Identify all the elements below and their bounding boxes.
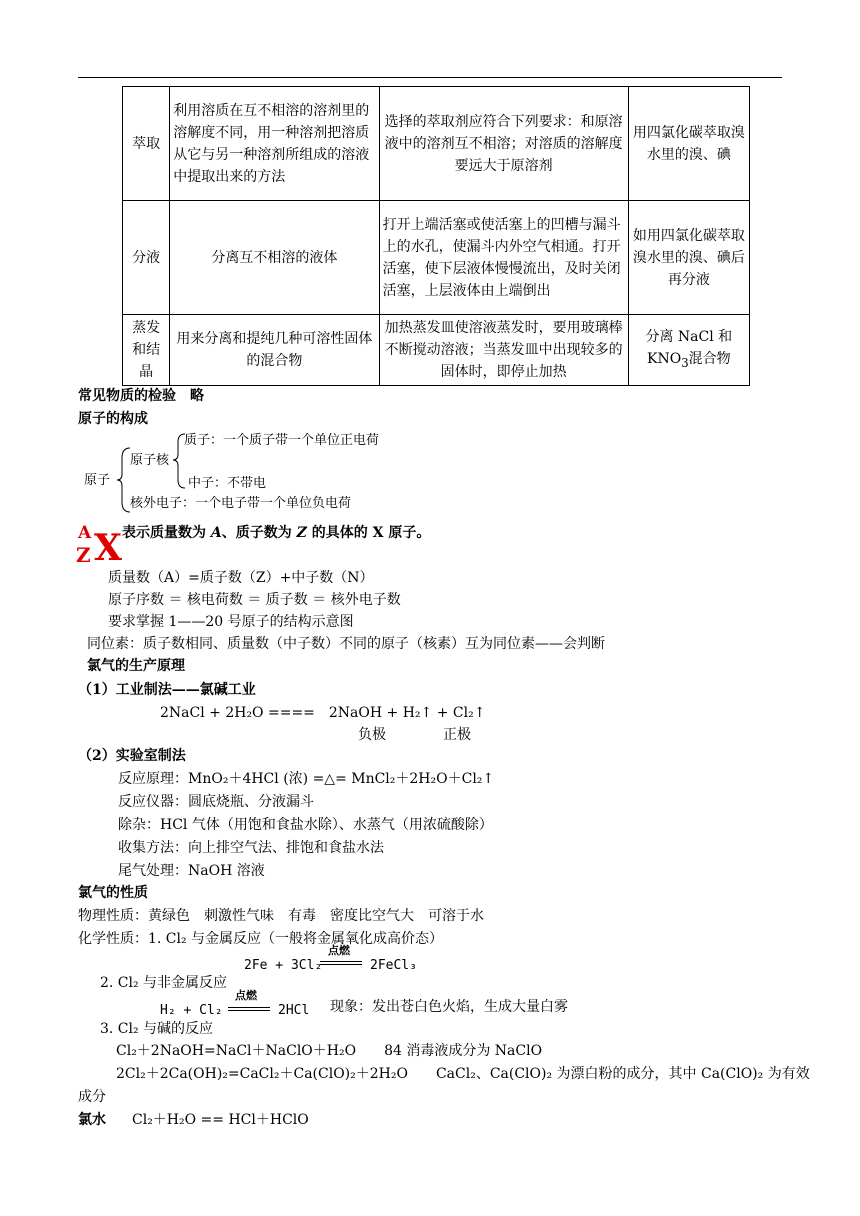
equals-line <box>320 961 362 962</box>
symbol-description: 表示质量数为 A、质子数为 Z 的具体的 X 原子。 <box>122 525 431 541</box>
atomic-number-line: 原子序数 ＝ 核电荷数 ＝ 质子数 ＝ 核外电子数 <box>108 592 401 608</box>
chlorine-properties-heading: 氯气的性质 <box>78 885 148 901</box>
electron-text: 核外电子：一个电子带一个单位负电荷 <box>130 496 352 511</box>
collection-method: 收集方法：向上排空气法、排饱和食盐水法 <box>118 840 384 856</box>
caoh-equation-cont: 成分 <box>78 1089 106 1105</box>
physical-properties: 物理性质：黄绿色 刺激性气味 有毒 密度比空气大 可溶于水 <box>78 908 484 924</box>
negative-electrode: 负极 <box>358 727 386 743</box>
separation-methods-table <box>122 86 750 386</box>
purpose-cell: 利用溶质在互不相溶的溶剂里的溶解度不同，用一种溶剂把溶质从它与另一种溶剂所组成的溶液中提取出来的方法 <box>170 87 379 201</box>
ignite-label: 点燃 <box>328 944 350 957</box>
notes-cell: 选择的萃取剂应符合下列要求：和原溶液中的溶剂互不相溶；对溶质的溶解度要远大于原溶剂 <box>379 87 628 201</box>
mass-number-line: 质量数（A）=质子数（Z）+中子数（N） <box>108 570 374 586</box>
symbol-atomic-number: Z <box>76 543 91 567</box>
table-row <box>123 201 750 315</box>
detection-heading: 常见物质的检验 略 <box>78 388 204 404</box>
example-cell: 如用四氯化碳萃取溴水里的溴、碘后再分液 <box>628 201 749 315</box>
phenomenon-text: 现象：发出苍白色火焰，生成大量白雾 <box>330 999 568 1015</box>
equals-line <box>320 964 362 965</box>
h2-equation-right: 2HCl <box>278 1003 310 1018</box>
purpose-cell: 分离互不相溶的液体 <box>170 201 379 315</box>
fe-equation-right: 2FeCl₃ <box>370 958 417 973</box>
table-row <box>123 315 750 386</box>
fe-equation-left: 2Fe + 3Cl₂ <box>244 958 323 973</box>
positive-electrode: 正极 <box>443 727 471 743</box>
chlorine-production-heading: 氯气的生产原理 <box>87 658 185 674</box>
chemical-properties: 化学性质：1. Cl₂ 与金属反应（一般将金属氧化成高价态） <box>78 931 444 947</box>
neutron-text: 中子：不带电 <box>188 476 267 491</box>
atom-heading: 原子的构成 <box>78 411 148 427</box>
atom-label: 原子 <box>84 473 111 488</box>
industrial-method: （1）工业制法——氯碱工业 <box>78 682 256 698</box>
method-cell: 分液 <box>123 201 170 315</box>
base-reaction: 3. Cl₂ 与碱的反应 <box>100 1021 214 1037</box>
equals-line <box>228 1010 270 1011</box>
nonmetal-reaction: 2. Cl₂ 与非金属反应 <box>100 975 228 991</box>
isotope-line: 同位素：质子数相同、质量数（中子数）不同的原子（核素）互为同位素——会判断 <box>87 636 605 652</box>
naoh-equation: Cl₂＋2NaOH=NaCl＋NaClO＋H₂O 84 消毒液成分为 NaClO <box>116 1043 543 1059</box>
example-cell: 用四氯化碳萃取溴水里的溴、碘 <box>628 87 749 201</box>
chlorine-water-equation: Cl₂＋H₂O == HCl＋HClO <box>132 1112 309 1128</box>
header-rule <box>78 77 782 78</box>
tail-gas-treatment: 尾气处理：NaOH 溶液 <box>118 863 265 879</box>
method-cell: 萃取 <box>123 87 170 201</box>
chlorine-water-label: 氯水 <box>78 1112 106 1128</box>
lab-method: （2）实验室制法 <box>78 748 186 764</box>
electrolysis-equation: 2NaCl + 2H₂O ==== 2NaOH + H₂↑ + Cl₂↑ <box>160 705 486 721</box>
method-cell: 蒸发和结晶 <box>123 315 170 386</box>
reaction-apparatus: 反应仪器：圆底烧瓶、分液漏斗 <box>118 794 314 810</box>
notes-cell: 加热蒸发皿使溶液蒸发时，要用玻璃棒不断搅动溶液；当蒸发皿中出现较多的固体时，即停止加热 <box>379 315 628 386</box>
nucleus-label: 原子核 <box>130 453 170 468</box>
symbol-mass-number: A <box>78 523 92 543</box>
symbol-element: X <box>94 527 122 569</box>
requirement-line: 要求掌握 1——20 号原子的结构示意图 <box>108 614 354 630</box>
h2-equation-left: H₂ + Cl₂ <box>160 1003 223 1018</box>
impurity-removal: 除杂：HCl 气体（用饱和食盐水除）、水蒸气（用浓硫酸除） <box>118 817 493 833</box>
example-cell: 分离 NaCl 和 $KNO_3$混合物 <box>628 315 749 386</box>
ignite-label: 点燃 <box>235 989 257 1002</box>
proton-text: 质子：一个质子带一个单位正电荷 <box>184 433 380 448</box>
table-row <box>123 87 750 201</box>
reaction-principle: 反应原理：MnO₂＋4HCl (浓) =△= MnCl₂＋2H₂O＋Cl₂↑ <box>118 771 495 787</box>
equals-line <box>228 1007 270 1008</box>
caoh-equation: 2Cl₂＋2Ca(OH)₂=CaCl₂＋Ca(ClO)₂＋2H₂O CaCl₂、Ca(ClO)₂ 为漂白粉的成分，其中 Ca(ClO)₂ 为有效 <box>116 1066 810 1082</box>
notes-cell: 打开上端活塞或使活塞上的凹槽与漏斗上的水孔，使漏斗内外空气相通。打开活塞，使下层液体慢慢流出，及时关闭活塞，上层液体由上端倒出 <box>379 201 628 315</box>
purpose-cell: 用来分离和提纯几种可溶性固体的混合物 <box>170 315 379 386</box>
